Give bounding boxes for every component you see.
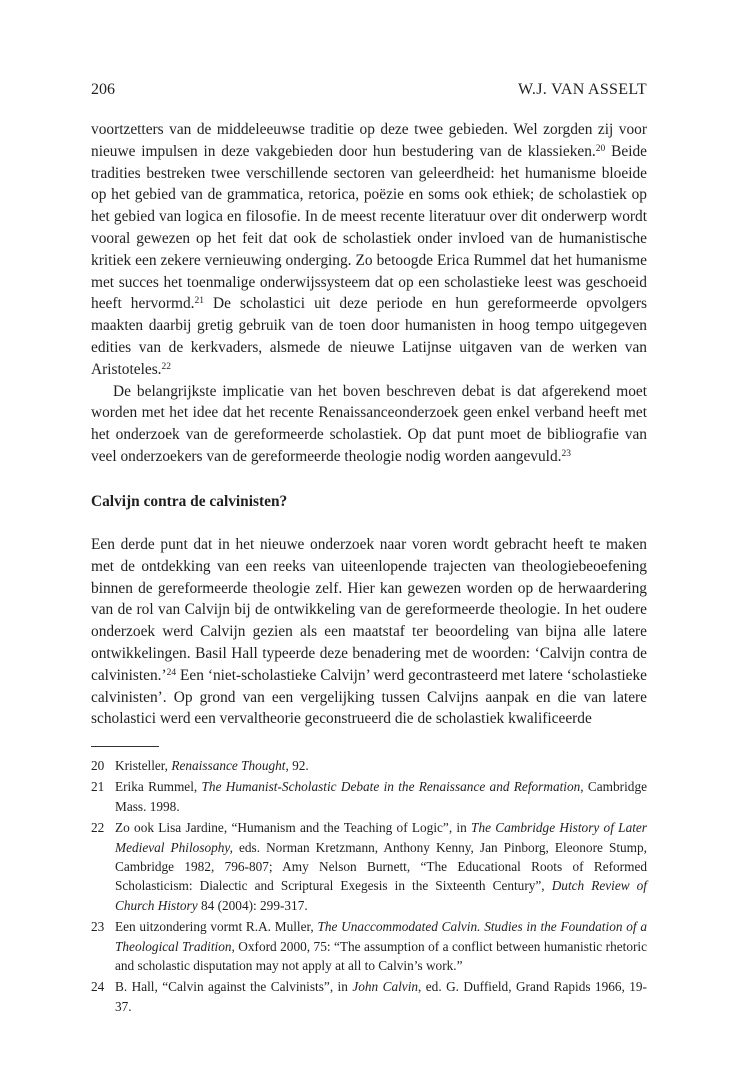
footnote-text-part: , Cambridge Mass. 1998. — [115, 779, 647, 814]
footnote-text-part: Zo ook Lisa Jardine, “Humanism and the Teaching of Logic”, in — [115, 820, 472, 836]
paragraph-text: Een ‘niet-scholastieke Calvijn’ werd gecontrasteerd met latere ‘scholastieke calvinisten’. Op grond van een vergelijking tussen Calvijns aanpak en die van latere scholastici werd een vervaltheorie geconstrueerd die de scholastiek kwalificeerde — [91, 666, 647, 728]
footnote-20 — [91, 756, 647, 775]
paragraph-text: De scholastici uit deze periode en hun gereformeerde opvolgers maakten daarbij gretig gebruik van de toen door humanisten in hoog tempo uitgegeven edities van de kerkvaders, alsmede de nieuwe Latijnse uitgaven van de werken van Aristoteles. — [91, 295, 647, 378]
footnote-text-part: 84 (2004): 299-317. — [197, 897, 308, 913]
footnote-text — [115, 977, 647, 1016]
footnote-text-part: Kristeller, — [115, 758, 172, 773]
body-text-upper — [91, 119, 647, 468]
footnote-separator — [91, 746, 159, 747]
section-heading: Calvijn contra de calvinisten? — [91, 493, 288, 510]
footnote-21 — [91, 777, 647, 816]
footnote-text-part: , ed. G. Duffield, Grand Rapids 1966, 19-37. — [115, 979, 647, 1014]
footnote-title: The Humanist-Scholastic Debate in the Renaissance and Reformation — [201, 779, 581, 795]
footnote-ref-24[interactable]: 24 — [166, 667, 177, 678]
paragraph-text: Een derde punt dat in het nieuwe onderzoek naar voren wordt gebracht heeft te maken met de ontdekking van een reeks van uiteenlopende trajecten van theologiebeoefening binnen de gereformeerde theologie zelf. Hier kan gewezen worden op de herwaardering van de rol van Calvijn bij de ontwikkeling van de gereformeerde theologie. In het oudere onderzoek werd Calvijn gezien als een maatstaf ter beoordeling van bijna alle latere ontwikkelingen. Basil Hall typeerde deze benadering met de woorden: ‘Calvijn contra de calvinisten.’ — [91, 536, 647, 684]
footnote-text — [115, 777, 647, 816]
footnote-text-part: eds. Norman Kretzmann, Anthony Kenny, Jan Pinborg, Eleonore Stump, Cambridge 1982, 796-807; Amy Nelson Burnett, “The Educational Roots of Reformed Scholasticism: Dialectic and Scriptural Exegesis in the Sixteenth Century”, — [115, 839, 647, 894]
page-number: 206 — [91, 81, 115, 98]
footnote-title: John Calvin — [352, 979, 419, 995]
footnote-title: The Unaccommodated Calvin. Studies in the Foundation of a Theological Tradition, — [115, 919, 647, 954]
body-text-lower — [91, 534, 647, 730]
footnote-title: Dutch Review of Church History — [115, 878, 647, 913]
footnote-number: 24 — [91, 979, 105, 995]
paragraph-text: Beide tradities bestreken twee verschillende sectoren van geleerdheid: het humanisme bloeide op het gebied van de grammatica, retorica, poëzie en soms ook ethiek; de scholastiek op het gebied van logica en filosofie. In de meest recente literatuur over dit onderwerp wordt vooral gewezen op het feit dat ook de scholastiek onder invloed van de humanistische kritiek een zekere vernieuwing onderging. Zo betoogde Erica Rummel dat het humanisme met succes het toenmalige onderwijssysteem dat op een scholastieke leest was geschoeid heeft hervormd. — [91, 142, 647, 313]
footnote-ref-21[interactable]: 21 — [194, 296, 204, 307]
paragraph-implication — [91, 381, 647, 468]
footnote-title: Renaissance Thought — [171, 758, 286, 773]
footnote-text — [115, 818, 647, 915]
footnote-text-part: Oxford 2000, 75: “The assumption of a conflict between humanistic rhetoric and scholastic disputation may not apply at all to Calvin’s work.” — [115, 938, 647, 974]
footnote-number: 23 — [91, 919, 105, 935]
footnote-ref-20[interactable]: 20 — [595, 143, 606, 154]
footnote-text — [115, 756, 647, 775]
footnote-text-part: , 92. — [285, 758, 309, 773]
footnotes — [91, 756, 647, 1018]
footnote-text — [115, 917, 647, 975]
footnote-title: The Cambridge History of Later Medieval Philosophy, — [115, 820, 647, 855]
paragraph-text: De belangrijkste implicatie van het boven beschreven debat is dat afgerekend moet worden met het idee dat het recente Renaissanceonderzoek geen enkel verband heeft met het onderzoek van de gereformeerde scholastiek. Op dat punt moet de bibliografie van veel onderzoekers van de gereformeerde theologie nodig worden aangevuld. — [91, 382, 647, 465]
footnote-number: 20 — [91, 758, 105, 773]
paragraph-humanism-scholasticism — [91, 119, 647, 381]
footnote-ref-23[interactable]: 23 — [561, 448, 571, 459]
footnote-text-part: Erika Rummel, — [115, 779, 202, 795]
footnote-23 — [91, 917, 647, 975]
running-head — [91, 79, 647, 101]
footnote-number: 21 — [91, 779, 105, 795]
footnote-24 — [91, 977, 647, 1016]
footnote-ref-22[interactable]: 22 — [161, 361, 172, 372]
running-head-author: W.J. VAN ASSELT — [518, 81, 647, 98]
footnote-22 — [91, 818, 647, 915]
paragraph-text: voortzetters van de middeleeuwse traditie op deze twee gebieden. Wel zorgden zij voor nieuwe impulsen in deze vakgebieden door hun bestudering van de klassieken. — [91, 121, 647, 160]
footnote-text-part: B. Hall, “Calvin against the Calvinists”, in — [115, 979, 353, 995]
footnote-text-part: Een uitzondering vormt R.A. Muller, — [115, 919, 318, 935]
paragraph-calvin — [91, 534, 647, 730]
footnote-number: 22 — [91, 820, 105, 836]
